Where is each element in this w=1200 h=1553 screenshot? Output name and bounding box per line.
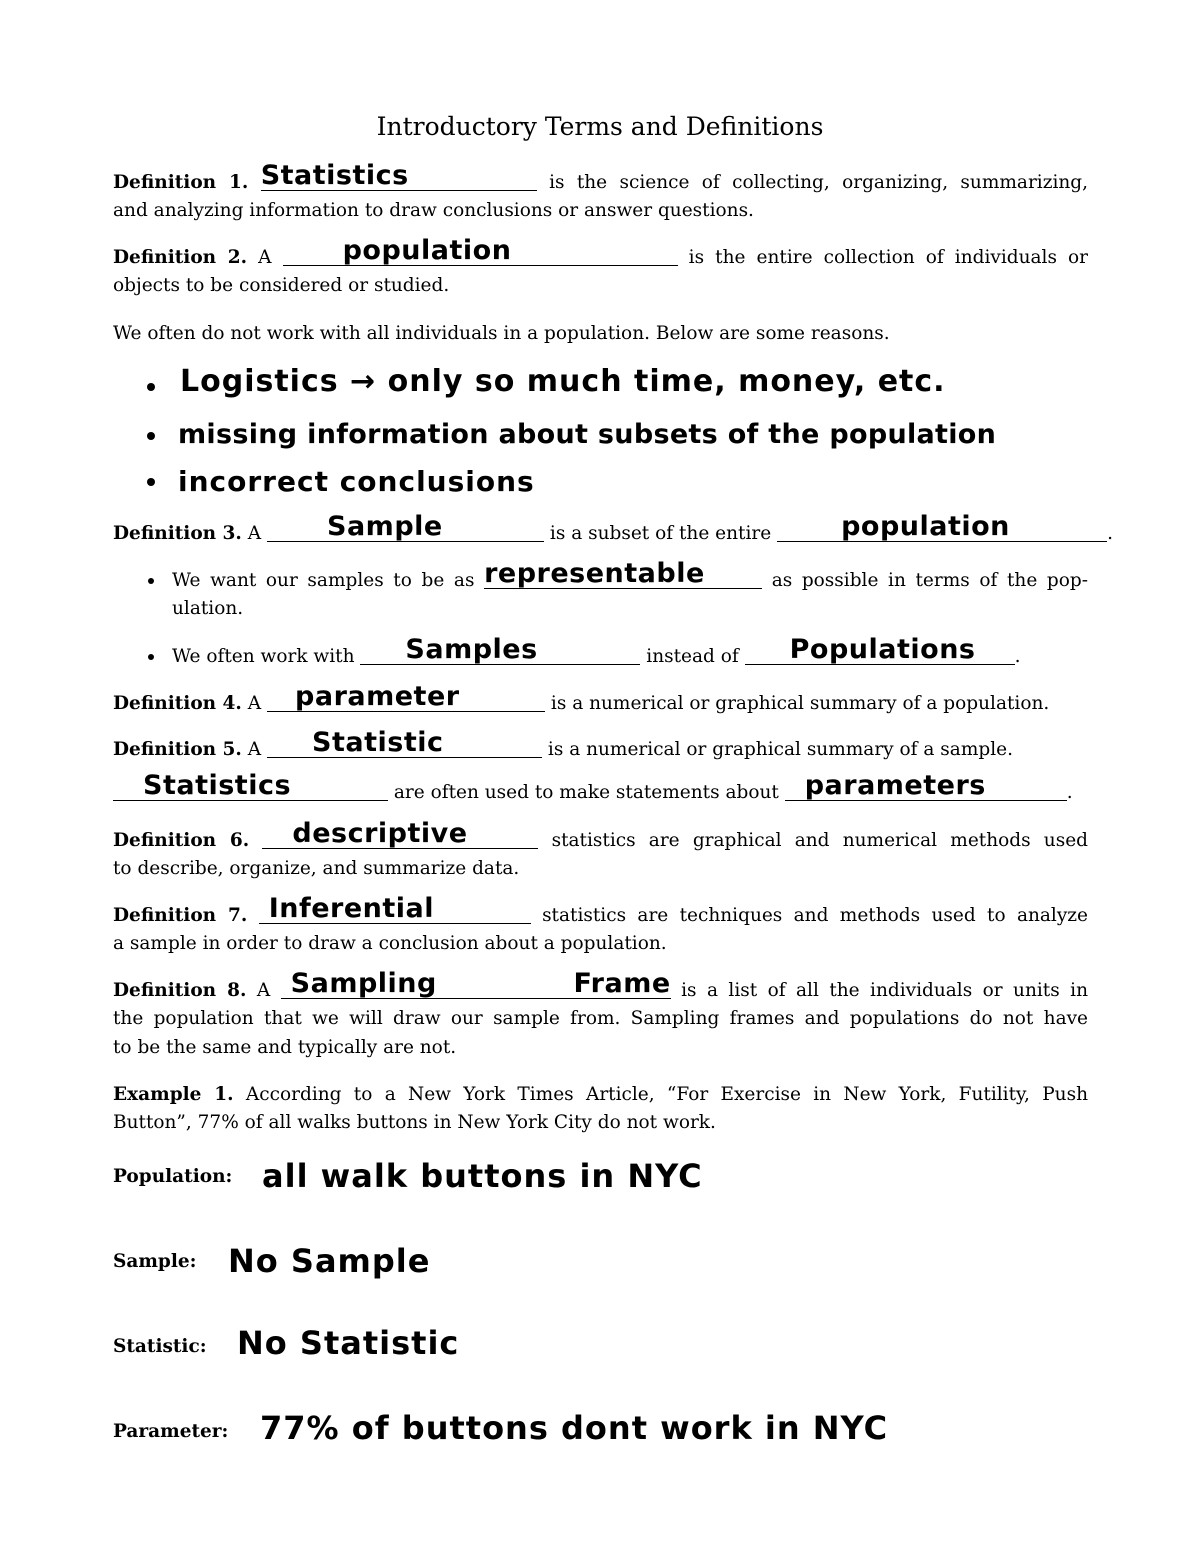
sub-bullet-2-answer-1: Samples	[405, 634, 538, 665]
definition-8-text-line-3: to be the same and typically are not.	[113, 1037, 457, 1058]
sub-bullet-2-line	[172, 634, 1088, 671]
statistics-statement-line	[113, 770, 1088, 807]
definition-4-article: A	[247, 693, 262, 714]
sub-bullet-1-blank	[484, 558, 762, 589]
definition-2-blank	[283, 235, 678, 266]
definition-7-line-1	[113, 893, 1088, 930]
sub-bullet-2-text-mid: instead of	[646, 646, 739, 667]
statement-text: are often used to make statements about	[393, 782, 779, 803]
sub-bullet-1-line-1	[172, 558, 1088, 595]
definition-3-answer-2: population	[841, 511, 1010, 542]
page-title: Introductory Terms and Definitions	[376, 112, 824, 141]
reason-2-answer: missing information about subsets of the population	[178, 419, 997, 450]
statistic-answer: No Statistic	[237, 1324, 460, 1362]
sub-bullet-1-answer: representable	[484, 558, 705, 589]
definition-6-line-1	[113, 818, 1088, 855]
definition-8-label: Definition 8.	[113, 980, 247, 1001]
sample-answer: No Sample	[228, 1242, 431, 1280]
example-1-line-1	[113, 1081, 1088, 1109]
definition-2-article: A	[258, 247, 272, 268]
definition-5-article: A	[247, 739, 262, 760]
definition-5-blank	[267, 727, 542, 758]
definition-1-blank	[260, 160, 537, 191]
definition-5-line	[113, 727, 1088, 764]
definition-1-label: Definition 1.	[113, 172, 249, 193]
statement-blank-2	[785, 770, 1067, 801]
definition-7-text-continued: a sample in order to draw a conclusion about a population.	[113, 933, 667, 954]
definition-2-text-continued: objects to be considered or studied.	[113, 275, 450, 296]
definition-6-answer: descriptive	[292, 818, 468, 849]
definition-1-text: is the science of collecting, organizing, summarizing,	[549, 172, 1089, 193]
definition-3-text: is a subset of the entire	[549, 523, 772, 544]
example-1-label: Example 1.	[113, 1084, 234, 1105]
reasons-intro: We often do not work with all individuals in a population. Below are some reasons.	[113, 323, 890, 344]
definition-3-answer-1: Sample	[327, 511, 443, 542]
sub-bullet-2-marker	[148, 654, 154, 660]
definition-4-text: is a numerical or graphical summary of a population.	[550, 693, 1050, 714]
definition-2-line-1	[113, 235, 1088, 272]
definition-7-blank	[259, 893, 531, 924]
definition-6-text-continued: to describe, organize, and summarize data.	[113, 858, 520, 879]
definition-3-label: Definition 3.	[113, 523, 242, 544]
definition-4-blank	[267, 681, 545, 712]
reason-1-bullet	[147, 383, 155, 391]
population-label: Population:	[113, 1166, 233, 1187]
statement-answer-1: Statistics	[143, 770, 292, 801]
reason-2-bullet	[147, 432, 155, 440]
definition-6-text: statistics are graphical and numerical methods used	[551, 830, 1088, 851]
sub-bullet-1-text-post: as possible in terms of the pop-	[771, 570, 1088, 591]
definition-6-blank	[262, 818, 538, 849]
definition-2-label: Definition 2.	[113, 247, 248, 268]
sub-bullet-2-blank-1	[360, 634, 640, 665]
definition-3-article: A	[247, 523, 262, 544]
definition-5-answer: Statistic	[312, 727, 444, 758]
definition-7-answer: Inferential	[268, 893, 435, 924]
parameter-answer: 77% of buttons dont work in NYC	[260, 1409, 889, 1447]
definition-3-blank-2	[777, 511, 1107, 542]
definition-5-label: Definition 5.	[113, 739, 242, 760]
definition-8-text: is a list of all the individuals or units in	[681, 980, 1088, 1001]
definition-8-text-line-2: the population that we will draw our sample from. Sampling frames and populations do not have	[113, 1008, 1088, 1029]
definition-3-period: .	[1107, 523, 1113, 544]
reason-3-answer: incorrect conclusions	[178, 465, 535, 498]
definition-2-text: is the entire collection of individuals or	[688, 247, 1088, 268]
definition-8-article: A	[256, 980, 271, 1001]
sub-bullet-2-answer-2: Populations	[789, 634, 976, 665]
definition-7-text: statistics are techniques and methods used to analyze	[542, 905, 1088, 926]
definition-2-answer: population	[342, 235, 512, 266]
definition-1-text-continued: and analyzing information to draw conclusions or answer questions.	[113, 200, 754, 221]
definition-4-label: Definition 4.	[113, 693, 242, 714]
sub-bullet-1-marker	[148, 578, 154, 584]
definition-3-line	[113, 511, 1113, 548]
definition-5-text: is a numerical or graphical summary of a sample.	[547, 739, 1013, 760]
definition-6-label: Definition 6.	[113, 830, 250, 851]
population-answer: all walk buttons in NYC	[262, 1157, 703, 1195]
reason-1-answer: Logistics → only so much time, money, etc.	[180, 364, 946, 399]
definition-1-answer: Statistics	[260, 160, 409, 191]
definition-4-line	[113, 681, 1088, 718]
sub-bullet-2-period: .	[1014, 646, 1021, 667]
sample-label: Sample:	[113, 1251, 197, 1272]
statement-answer-2: parameters	[804, 770, 986, 801]
sub-bullet-2-blank-2	[745, 634, 1015, 665]
sub-bullet-1-text-pre: We want our samples to be as	[172, 570, 475, 591]
definition-8-blank	[281, 968, 671, 999]
definition-8-line-1	[113, 968, 1088, 1005]
statement-period: .	[1066, 782, 1073, 803]
example-1-text-continued: Button”, 77% of all walks buttons in New York City do not work.	[113, 1112, 716, 1133]
reason-3-bullet	[147, 478, 155, 486]
definition-1-line-1	[113, 160, 1089, 197]
definition-3-blank-1	[267, 511, 544, 542]
definition-8-answer: Sampling Frame	[290, 968, 671, 999]
statement-blank-1	[113, 770, 388, 801]
definition-4-answer: parameter	[295, 681, 460, 712]
statistic-label: Statistic:	[113, 1336, 207, 1357]
definition-7-label: Definition 7.	[113, 905, 248, 926]
example-1-text: According to a New York Times Article, “For Exercise in New York, Futility, Push	[245, 1084, 1088, 1105]
sub-bullet-2-text-pre: We often work with	[172, 646, 355, 667]
parameter-label: Parameter:	[113, 1421, 229, 1442]
sub-bullet-1-line-2: ulation.	[172, 598, 244, 619]
